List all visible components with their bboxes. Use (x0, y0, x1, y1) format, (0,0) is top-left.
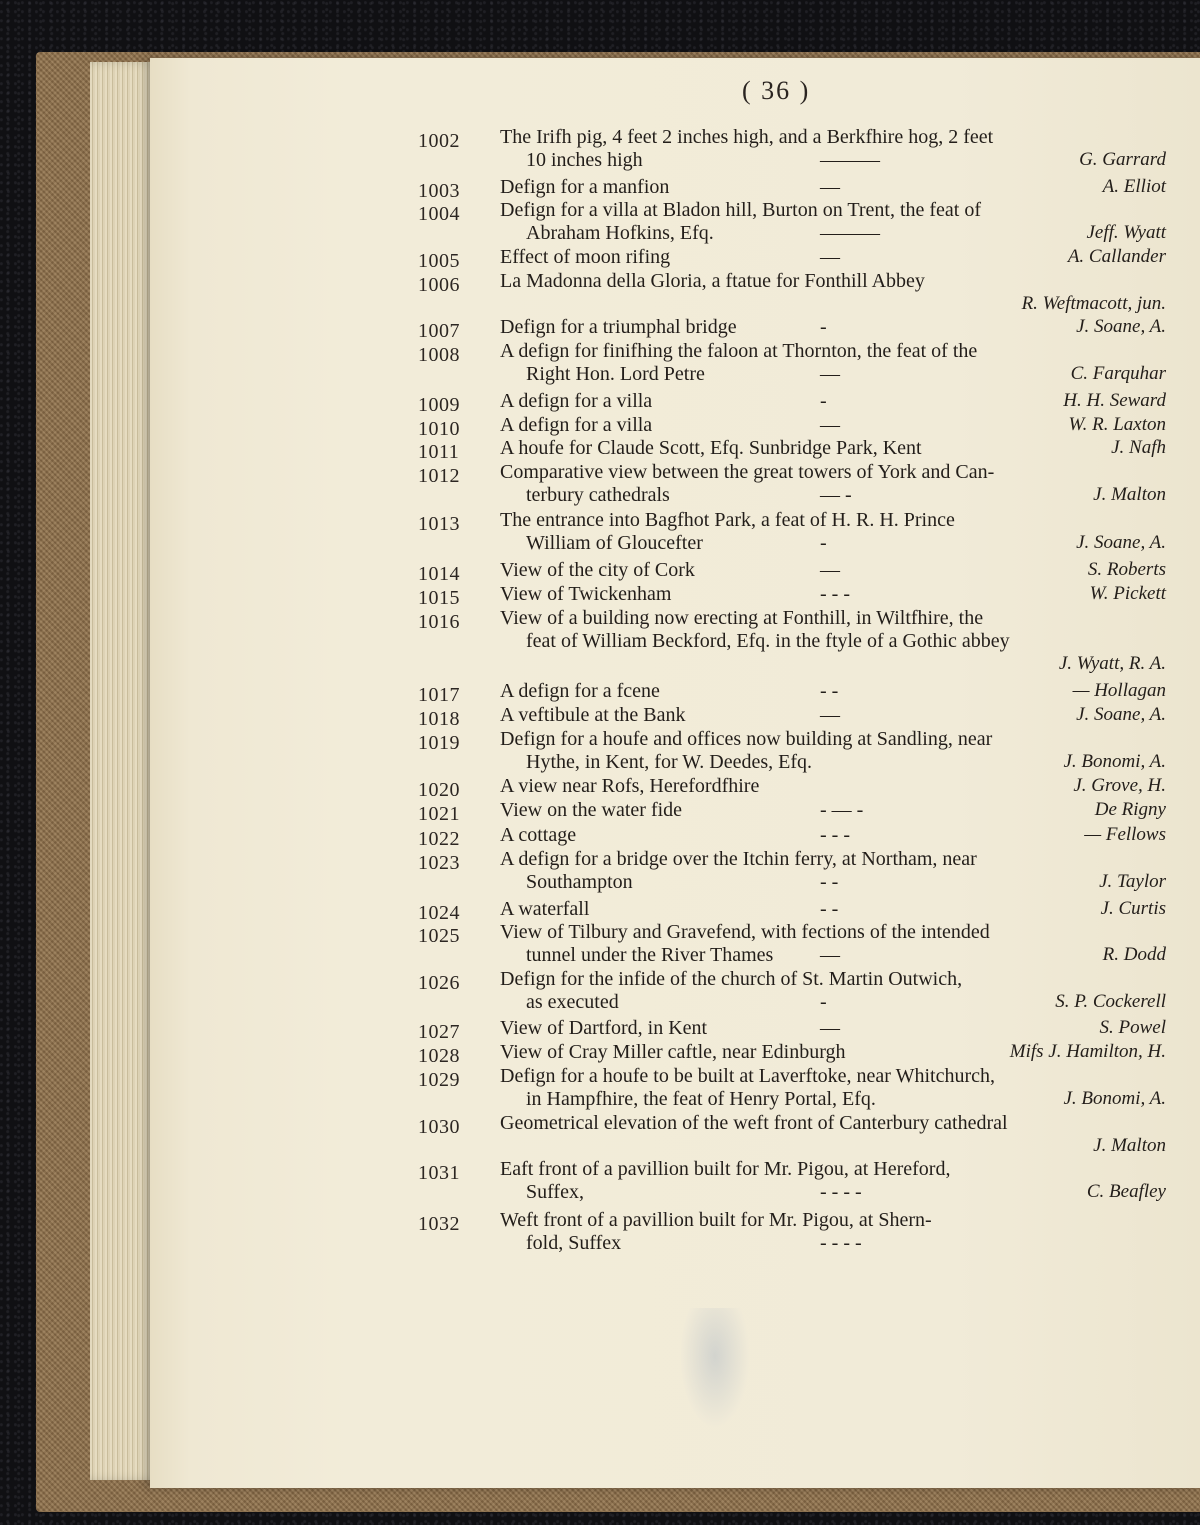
entry-title-continuation: 10 inches high (526, 149, 643, 171)
entry-title-continuation: William of Gloucefter (526, 532, 703, 554)
entry-artist: — Fellows (1084, 824, 1166, 845)
entry-number: 1019 (418, 732, 460, 754)
entry-artist: J. Soane, A. (1076, 316, 1166, 337)
entry-dash: — (820, 176, 840, 198)
entry-artist: A. Callander (1067, 246, 1166, 267)
entry-title: View on the water fide (500, 799, 683, 821)
entry-number: 1020 (418, 779, 460, 801)
entry-dash: — (820, 363, 840, 385)
entry-dash: - (820, 390, 827, 412)
entry-artist: J. Grove, H. (1073, 775, 1166, 796)
entry-dash: - (820, 532, 827, 554)
entry-title: Eaft front of a pavillion built for Mr. Pigou, at Hereford, (500, 1158, 951, 1180)
entry-dash: - - - - (820, 1232, 862, 1254)
entry-number: 1002 (418, 130, 460, 152)
entry-number: 1004 (418, 203, 460, 225)
entry-title: A defign for a villa (500, 390, 653, 412)
entry-title: View of Twickenham (500, 583, 672, 605)
entry-artist: C. Farquhar (1070, 363, 1166, 384)
entry-artist: J. Wyatt, R. A. (1058, 653, 1166, 674)
entry-number: 1031 (418, 1162, 460, 1184)
entry-title: Effect of moon rifing (500, 246, 671, 268)
entry-title-continuation: Suffex, (526, 1181, 584, 1203)
entry-title: View of a building now erecting at Fonthill, in Wiltfhire, the (500, 607, 984, 629)
entry-title: A veftibule at the Bank (500, 704, 686, 726)
entry-dash: — (820, 414, 840, 436)
entry-title: View of Cray Miller caftle, near Edinburgh (500, 1041, 846, 1063)
entry-title: Defign for a villa at Bladon hill, Burton on Trent, the feat of (500, 199, 982, 221)
entry-artist: Jeff. Wyatt (1086, 222, 1166, 243)
entry-artist: J. Soane, A. (1076, 532, 1166, 553)
entry-title-continuation: as executed (526, 991, 619, 1013)
ink-stain (680, 1308, 750, 1428)
entry-artist: R. Dodd (1102, 944, 1166, 965)
entry-artist: C. Beafley (1086, 1181, 1166, 1202)
entry-number: 1006 (418, 274, 460, 296)
entry-dash: — (820, 944, 840, 966)
entry-dash: - - - (820, 824, 850, 846)
entry-dash: - - - (820, 583, 850, 605)
entry-artist: H. H. Seward (1063, 390, 1166, 411)
entry-dash: - (820, 316, 827, 338)
entry-artist: G. Garrard (1079, 149, 1166, 170)
entry-number: 1032 (418, 1213, 460, 1235)
entry-artist: J. Curtis (1100, 898, 1166, 919)
entry-title: Defign for a triumphal bridge (500, 316, 737, 338)
entry-title: View of Tilbury and Gravefend, with fections of the intended (500, 921, 990, 943)
entry-artist: W. R. Laxton (1068, 414, 1166, 435)
entry-number: 1010 (418, 418, 460, 440)
entry-artist: R. Weftmacott, jun. (1021, 293, 1166, 314)
entry-artist: W. Pickett (1089, 583, 1166, 604)
entry-dash: - (820, 991, 827, 1013)
entry-title-continuation: in Hampfhire, the feat of Henry Portal, Efq. (526, 1088, 876, 1110)
entry-number: 1023 (418, 852, 460, 874)
entry-dash: — (820, 704, 840, 726)
entry-dash: — - (820, 484, 852, 506)
entry-title-continuation: terbury cathedrals (526, 484, 670, 506)
entry-number: 1013 (418, 513, 460, 535)
entry-dash: - - - - (820, 1181, 862, 1203)
entry-artist: J. Bonomi, A. (1063, 751, 1166, 772)
entry-artist: J. Taylor (1099, 871, 1166, 892)
entry-title: A waterfall (500, 898, 590, 920)
entry-dash: — (820, 246, 840, 268)
entry-number: 1029 (418, 1069, 460, 1091)
entry-title: View of the city of Cork (500, 559, 695, 581)
entry-dash: ——— (820, 222, 880, 244)
entry-title: Defign for a houfe to be built at Laverftoke, near Whitchurch, (500, 1065, 995, 1087)
entry-number: 1025 (418, 925, 460, 947)
entry-dash: ——— (820, 149, 880, 171)
entry-number: 1026 (418, 972, 460, 994)
entry-title: La Madonna della Gloria, a ftatue for Fonthill Abbey (500, 270, 925, 292)
entry-title: A defign for finifhing the faloon at Thornton, the feat of the (500, 340, 978, 362)
entry-title: View of Dartford, in Kent (500, 1017, 708, 1039)
entry-artist: J. Soane, A. (1076, 704, 1166, 725)
entry-artist: Mifs J. Hamilton, H. (1009, 1041, 1166, 1062)
entry-number: 1009 (418, 394, 460, 416)
entry-title: Defign for a houfe and offices now building at Sandling, near (500, 728, 993, 750)
entry-artist: A. Elliot (1102, 176, 1166, 197)
entry-title: A defign for a villa (500, 414, 653, 436)
entry-title-continuation: Hythe, in Kent, for W. Deedes, Efq. (526, 751, 813, 773)
entry-title: A defign for a fcene (500, 680, 660, 702)
entry-title-continuation: Abraham Hofkins, Efq. (526, 222, 714, 244)
entry-dash: — (820, 1017, 840, 1039)
entry-number: 1015 (418, 587, 460, 609)
entry-number: 1024 (418, 902, 460, 924)
entry-title: Weft front of a pavillion built for Mr. Pigou, at Shern- (500, 1209, 932, 1231)
entry-title-continuation: fold, Suffex (526, 1232, 622, 1254)
entry-artist: S. Powel (1099, 1017, 1166, 1038)
entry-title: Defign for the infide of the church of St. Martin Outwich, (500, 968, 963, 990)
entry-artist: J. Nafh (1111, 437, 1166, 458)
entry-number: 1016 (418, 611, 460, 633)
entry-number: 1017 (418, 684, 460, 706)
entry-title: A houfe for Claude Scott, Efq. Sunbridge Park, Kent (500, 437, 922, 459)
entry-title: Comparative view between the great towers of York and Can- (500, 461, 995, 483)
entry-number: 1018 (418, 708, 460, 730)
entry-number: 1021 (418, 803, 460, 825)
entry-artist: — Hollagan (1072, 680, 1166, 701)
entry-number: 1012 (418, 465, 460, 487)
entry-title: The entrance into Bagfhot Park, a feat of H. R. H. Prince (500, 509, 955, 531)
entry-title: Geometrical elevation of the weft front of Canterbury cathedral (500, 1112, 1008, 1134)
entry-title: A defign for a bridge over the Itchin ferry, at Northam, near (500, 848, 977, 870)
entry-title: A cottage (500, 824, 577, 846)
entry-artist: J. Malton (1093, 1135, 1166, 1156)
entry-number: 1008 (418, 344, 460, 366)
entry-title: A view near Rofs, Herefordfhire (500, 775, 760, 797)
entry-artist: S. P. Cockerell (1055, 991, 1166, 1012)
entry-number: 1027 (418, 1021, 460, 1043)
entry-title-continuation: feat of William Beckford, Efq. in the ftyle of a Gothic abbey (526, 630, 1010, 652)
entry-dash: - - (820, 898, 839, 920)
entry-title-continuation: tunnel under the River Thames (526, 944, 774, 966)
entry-artist: De Rigny (1094, 799, 1166, 820)
entry-number: 1030 (418, 1116, 460, 1138)
entry-number: 1011 (418, 441, 460, 463)
entry-dash: - — - (820, 799, 864, 821)
entry-number: 1014 (418, 563, 460, 585)
entry-number: 1003 (418, 180, 460, 202)
page-number-header: ( 36 ) (742, 76, 811, 105)
entry-artist: J. Malton (1093, 484, 1166, 505)
entry-dash: - - (820, 680, 839, 702)
entry-artist: S. Roberts (1087, 559, 1166, 580)
entry-dash: — (820, 559, 840, 581)
entry-number: 1005 (418, 250, 460, 272)
entry-artist: J. Bonomi, A. (1063, 1088, 1166, 1109)
entry-title-continuation: Right Hon. Lord Petre (526, 363, 705, 385)
entry-title-continuation: Southampton (526, 871, 633, 893)
entry-number: 1007 (418, 320, 460, 342)
entry-number: 1028 (418, 1045, 460, 1067)
entry-title: Defign for a manfion (500, 176, 670, 198)
entry-title: The Irifh pig, 4 feet 2 inches high, and a Berkfhire hog, 2 feet (500, 126, 994, 148)
entry-dash: - - (820, 871, 839, 893)
entry-number: 1022 (418, 828, 460, 850)
